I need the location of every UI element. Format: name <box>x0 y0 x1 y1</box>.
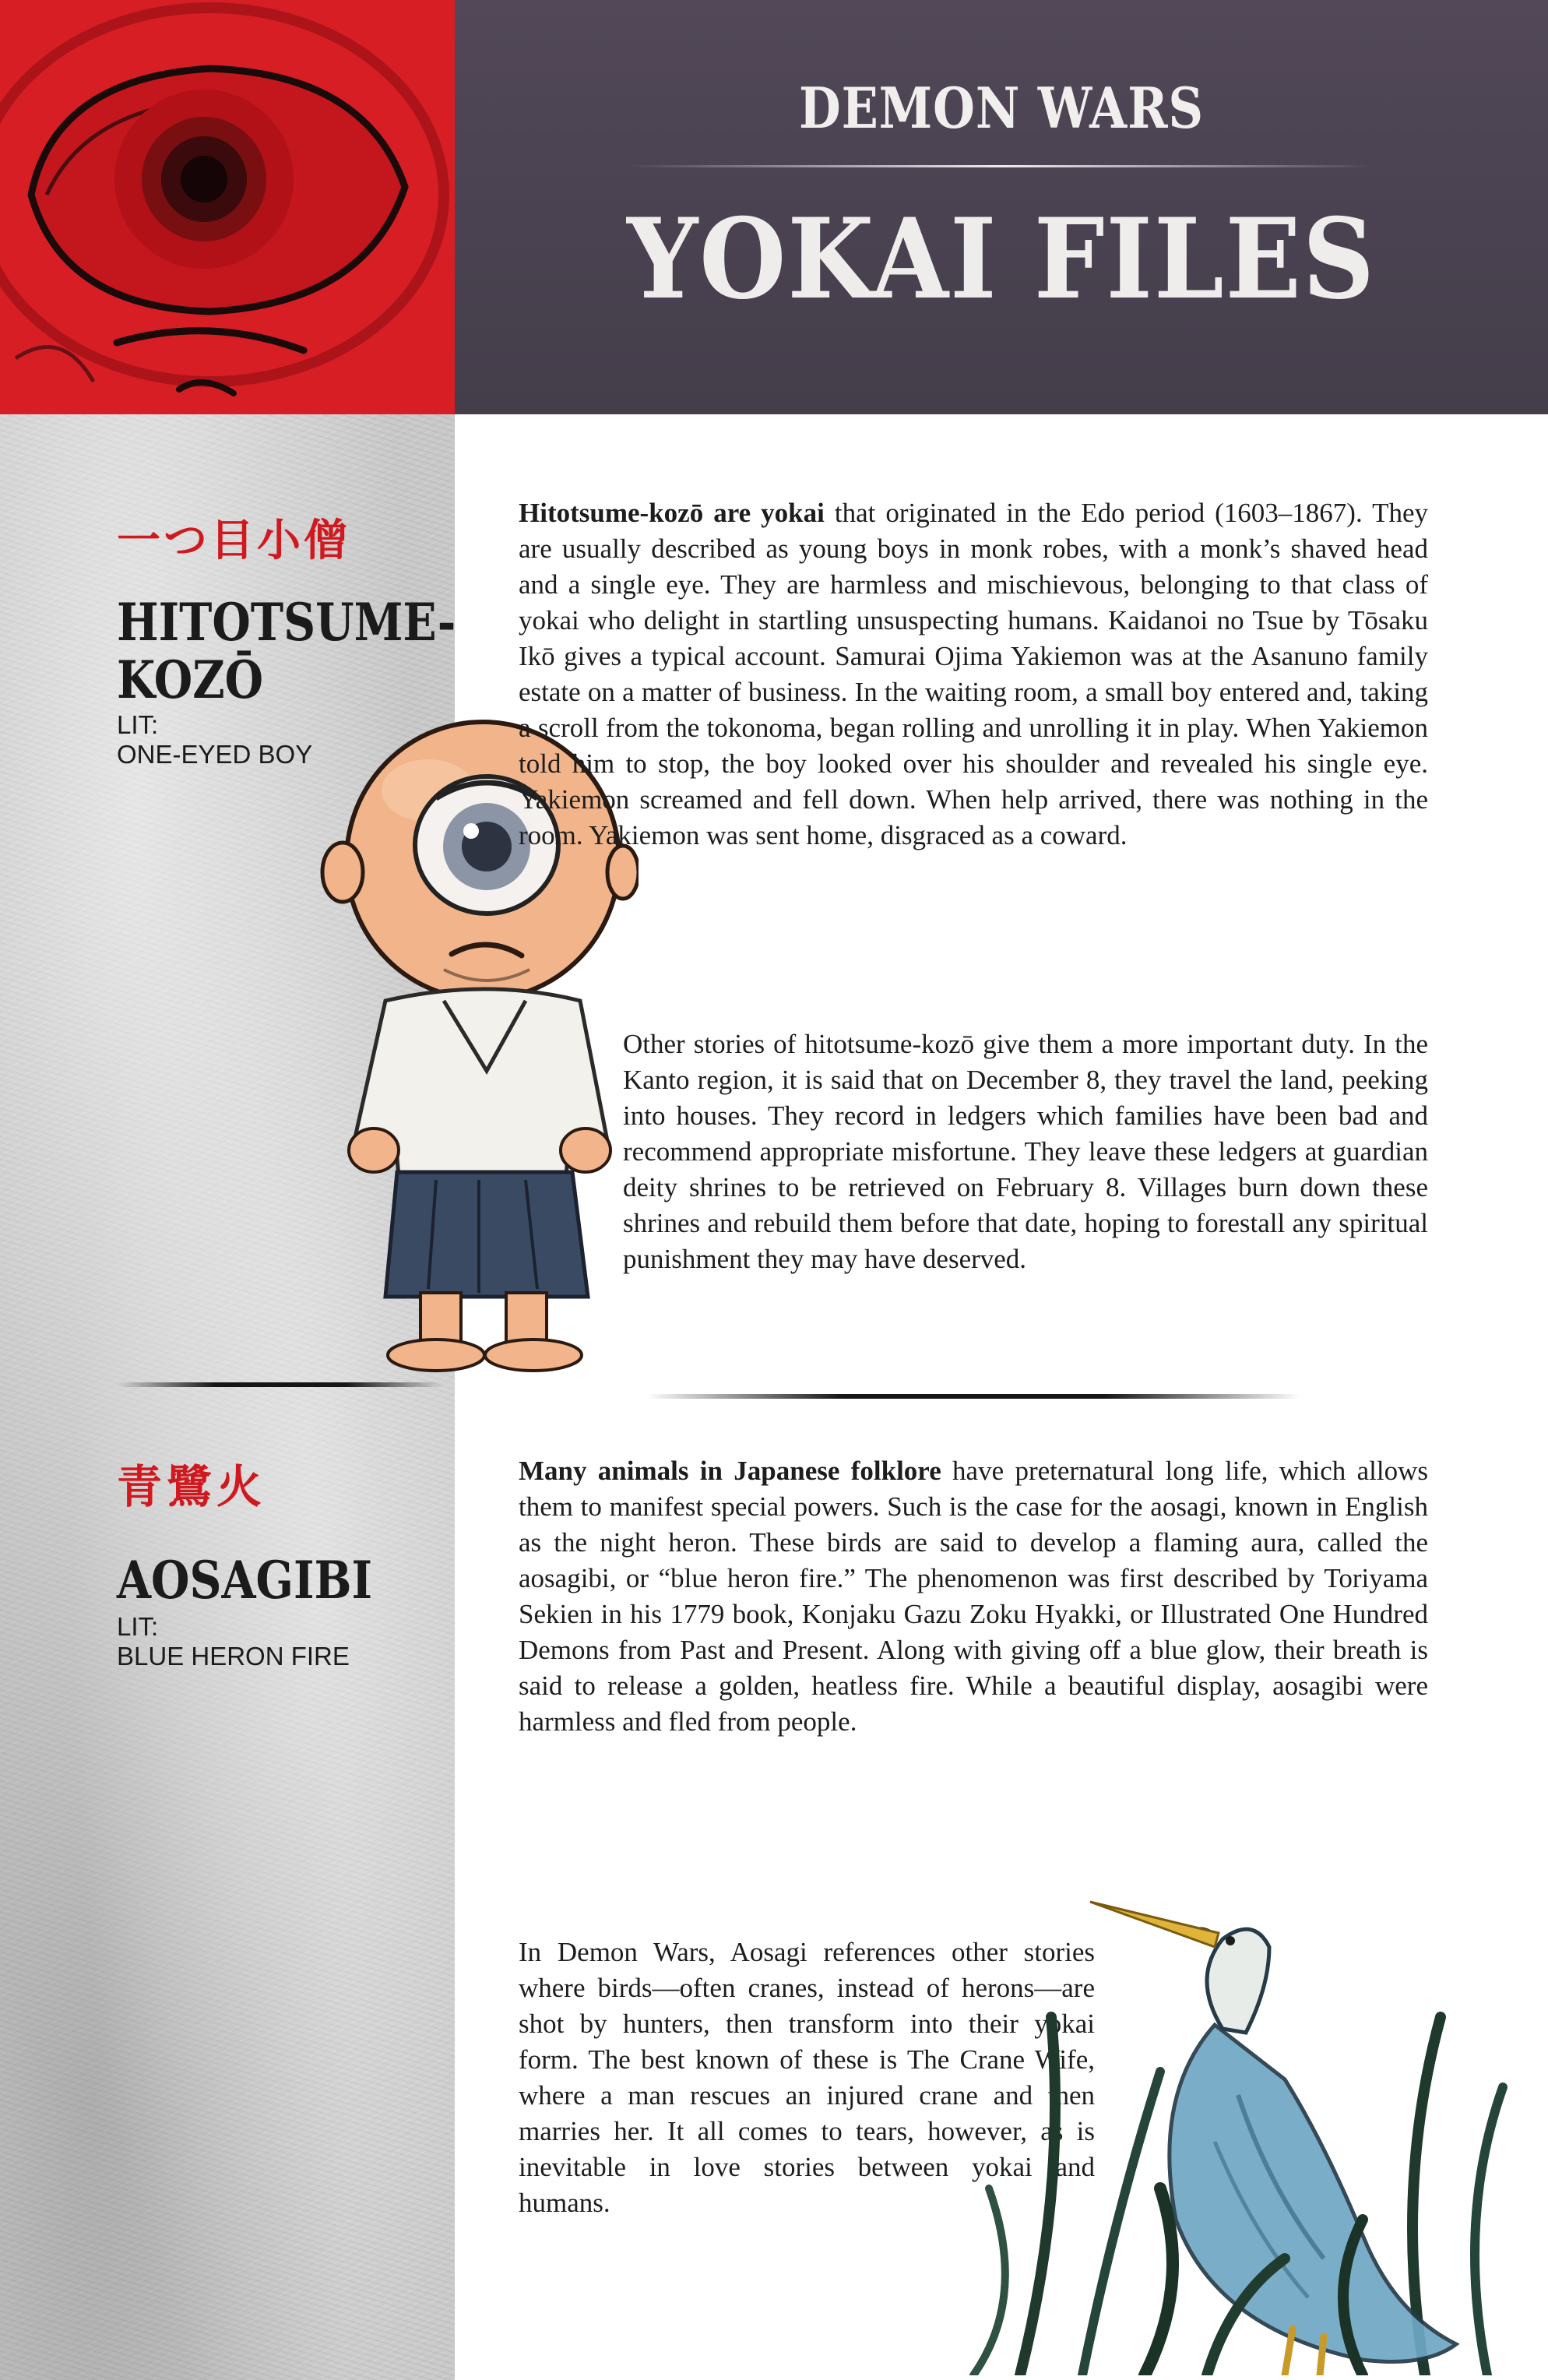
hitotsume-kozo-lit-meaning: ONE-EYED BOY <box>117 740 313 769</box>
aosagibi-name: AOSAGIBI <box>117 1550 373 1611</box>
eye-illustration <box>0 0 455 414</box>
paragraph-text: have preternatural long life, which allows them to manifest special powers. Such is the case for the aosagi, known in English as the night heron. These birds are said to develop a flaming aura, called the aosagibi, or “blue heron fire.” The phenomenon was first described by Toriyama Sekien in his 1779 book, Konjaku Gazu Zoku Hyakki, or Illustrated One Hundred Demons from Past and Present. Along with giving off a blue glow, their breath is said to release a golden, heatless fire. While a beautiful display, aosagibi were harmless and fled from people. <box>519 1456 1428 1737</box>
hitotsume-kozo-lit-label: LIT: <box>117 710 159 739</box>
page-title: YOKAI FILES <box>627 195 1376 324</box>
title-banner <box>455 0 1548 414</box>
aosagibi-paragraph-1 <box>519 1453 1428 1740</box>
paragraph-text: Other stories of hitotsume-kozō give them a more important duty. In the Kanto region, it is said that on December 8, they travel the land, peeking into houses. They record in ledgers which families have been bad and recommend appropriate misfortune. They leave these ledgers at guardian deity shrines to be retrieved on February 8. Villages burn down these shrines and rebuild them before that date, hoping to forestall any spiritual punishment they may have deserved. <box>623 1029 1428 1274</box>
paragraph-text: In Demon Wars, Aosagi references other stories where birds—often cranes, instead of herons—are shot by hunters, then transform into their yokai form. The best known of these is The Crane Wife, where a man rescues an injured crane and then marries her. It all comes to tears, however, as is inevitable in love stories between yokai and humans. <box>519 1937 1095 2218</box>
aosagibi-kanji: 青鷺火 <box>117 1460 267 1513</box>
paragraph-lead: Hitotsume-kozō are yokai <box>519 498 825 528</box>
paragraph-lead: Many animals in Japanese folklore <box>519 1456 941 1486</box>
series-title: DEMON WARS <box>799 75 1204 141</box>
aosagibi-lit-label: LIT: <box>117 1612 159 1641</box>
hitotsume-kozo-paragraph-2 <box>623 1026 1428 1277</box>
hitotsume-kozo-name-line2: KOZŌ <box>117 650 264 710</box>
aosagibi-lit-meaning: BLUE HERON FIRE <box>117 1642 350 1671</box>
section-divider <box>646 1394 1300 1399</box>
hitotsume-kozo-kanji: 一つ目小僧 <box>117 516 350 566</box>
blue-heron-illustration <box>958 1892 1542 2375</box>
hitotsume-kozo-paragraph-1 <box>519 495 1428 854</box>
title-divider <box>628 165 1375 167</box>
page-header <box>0 0 1548 414</box>
hitotsume-kozo-name-line1: HITOTSUME- <box>117 592 456 653</box>
left-section-divider <box>117 1382 444 1387</box>
paragraph-text: that originated in the Edo period (1603–1867). They are usually described as young boys in monk robes, with a monk’s shaved head and a single eye. They are harmless and mischievous, belonging to that class of yokai who delight in startling unsuspecting humans. Kaidanoi no Tsue by Tōsaku Ikō gives a typical account. Samurai Ojima Yakiemon was at the Asanuno family estate on a matter of business. In the waiting room, a small boy entered and, taking a scroll from the tokonoma, began rolling and unrolling it in play. When Yakiemon told him to stop, the boy looked over his shoulder and revealed his single eye. Yakiemon screamed and fell down. When help arrived, there was nothing in the room. Yakiemon was sent home, disgraced as a coward. <box>519 498 1428 850</box>
